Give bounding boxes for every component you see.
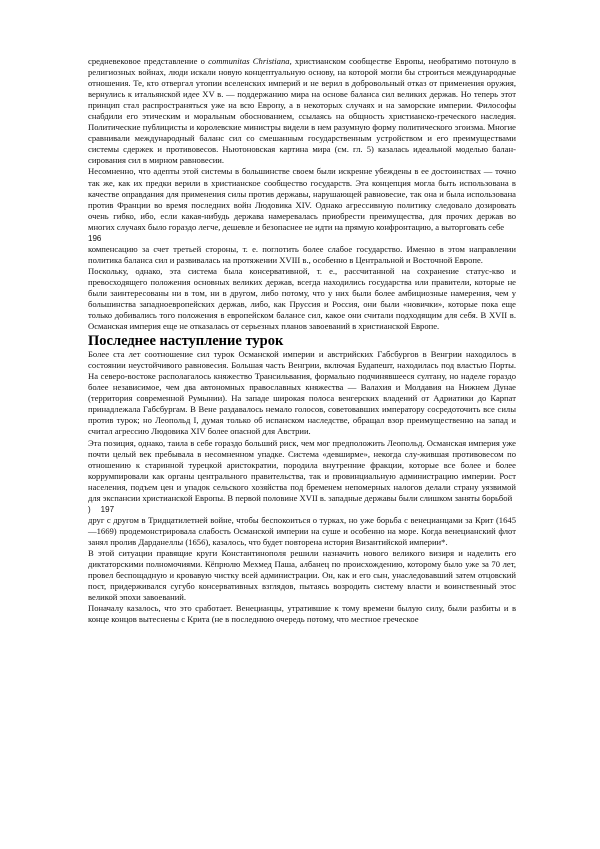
paragraph: Несомненно, что адепты этой системы в большинстве своем были искренне убеждены в ее достоинствах — точно так же, как их предки верили в христианское сообщество государств. Эта концепция могла быть использована в качестве оправдания для применения силы против державы, нарушающей равновесие, так она и была использована против Франции во время последних войн Людовика XIV. Однако агрессивную политику следовало дозировать очень гибко, ибо, если какая-нибудь держава намеревалась приобрести преимущества, для прочих держав во многих случаях было гораздо легче, дешевле и безопаснее не идти на прямую конфронтацию, а выторговать себе [88,166,516,232]
paragraph: Поскольку, однако, эта система была консервативной, т. е., рассчитанной на сохранение статус-кво и превосходящего положения основных великих держав, всегда находились государства или правители, которые не были заинтересованы ни в том, ни в другом, либо потому, что у них были более амбициозные намерения, чем у большинства западноевропейских держав, либо, как Пруссия и Россия, они были «новички», которые пока еще только добивались того положения в европейском балансе сил, какое они считали подходящим для себя. В XVII в. Османская империя еще не отказалась от серьезных планов завоеваний в христианской Европе. [88,265,516,332]
document-page [88,56,516,625]
paragraph: Поначалу казалось, что это сработает. Венецианцы, утратившие к тому времени былую силу, были разбиты и в конце концов вытеснены с Крита (не в последнюю очередь потому, что местное греческое [88,603,516,625]
page-break-mark: ) [88,504,91,514]
paragraph: Эта позиция, однако, таила в себе гораздо больший риск, чем мог предположить Леопольд. Османская империя уже почти целый век пребывала в несомненном упадке. Система «девширме», некогда слу-жившая противовесом по отношению к старинной турецкой аристократии, породила внутренние фракции, которые все более и более коррумпировали как органы центрального правительства, так и провинциальную администрацию империи. Рост населения, подъем цен и упадок сельского хозяйства под бременем непомерных налогов делали страну уязвимой для экспансии христианской Европы. В первой половине XVII в. западные державы были слишком заняты борьбой [88,437,516,503]
paragraph: В этой ситуации правящие круги Константинополя решили назначить нового великого визиря и наделить его диктаторскими полномочиями. Кёпрюлю Мехмед Паша, албанец по происхождению, которому было уже за 70 лет, провел беспощадную и кровавую чистку всей администрации. Он, как и его сын, унаследовавший затем отцовский пост, придерживался сугубо консервативных взглядов, пытаясь возродить систему власти и воинственный этос великой эпохи завоеваний. [88,547,516,603]
paragraph: средневековое представление о communitas Christiana, христианском сообществе Европы, необратимо потонуло в религиозных войнах, люди искали новую концептуальную основу, на которой могли бы строиться международные отношения. Те, кто отвергал утопии вселенских империй и не верил в добровольный отказ от применения оружия, вернулись к итальянской идее XV в. — поддержанию мира на основе баланса сил великих держав. Но теперь этот принцип стал распространяться уже на всю Европу, а в некоторых случаях и на заморские империи. Философы снабдили его этическим и моральным обоснованием, ссылаясь на общность христианско-греческого наследия. Политические публицисты и королевские министры видели в нем разумную форму политического эгоизма. Многие сравнивали международный баланс сил со смешанным государственным устройством и его преимуществами системы сдержек и противовесов. Ньютоновская картина мира (см. гл. 5) казалась идеальной моделью балан-сирования сил в мирном равновесии. [88,56,516,166]
page-number: 196 [88,233,102,243]
page-number [88,504,516,515]
paragraph: Более ста лет соотношение сил турок Османской империи и австрийских Габсбургов в Венгрии находилось в состоянии неустойчивого равновесия. Большая часть Венгрии, включая Будапешт, находилась под властью Порты. На северо-востоке располагалось княжество Трансильвания, формально подчинявшееся султану, но наделе гораздо более независимое, чем два автономных православных княжества — Валахия и Молдавия на Нижнем Дунае (территория современной Румынии). На западе широкая полоса венгерских владений от Адриатики до Карпат принадлежала Габсбургам. В Вене раздавалось немало голосов, советовавших императору сосредоточить все силы против турок; но Леопольд I, думая только об испанском наследстве, обращал взор преимущественно на запад и считал агрессию Людовика XIV более опасной для Австрии. [88,349,516,437]
latin-term: communitas Christiana, [208,56,292,66]
paragraph: друг с другом в Тридцатилетней войне, чтобы беспокоиться о турках, но уже борьба с венецианцами за Крит (1645—1669) продемонстрировала слабость Османской империи на суше и особенно на море. Когда венецианский флот занял пролив Дарданеллы (1656), казалось, что будет повторена история Византийской империи*. [88,514,516,547]
paragraph: компенсацию за счет третьей стороны, т. е. поглотить более слабое государство. Именно в этом направлении политика баланса сил и развивалась на протяжении XVIII в., особенно в Центральной и Восточной Европе. [88,243,516,265]
page-number-value: 197 [100,504,115,514]
section-heading: Последнее наступление турок [88,333,284,350]
